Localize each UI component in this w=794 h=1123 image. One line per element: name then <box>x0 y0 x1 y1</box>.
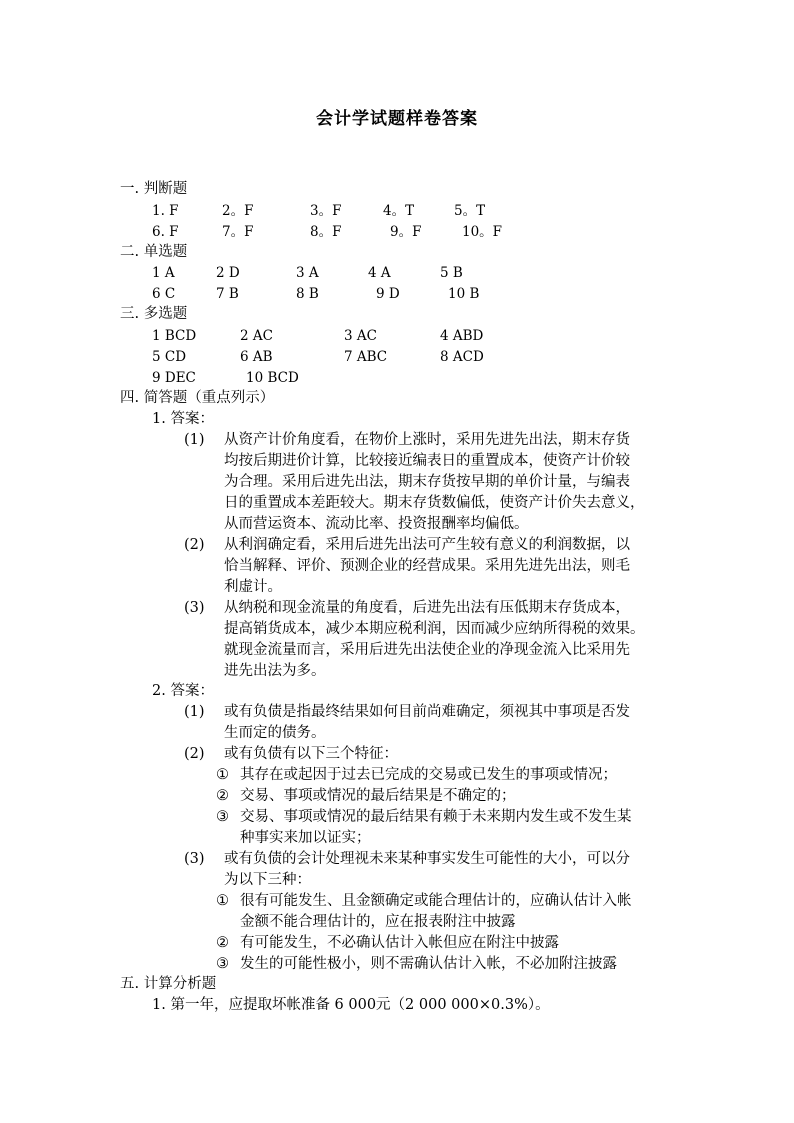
section-heading-calc: 五. 计算分析题 <box>120 976 217 992</box>
list-item-line: 金额不能合理估计的，应在报表附注中披露 <box>240 914 516 930</box>
answer-item: 9 DEC <box>152 370 196 386</box>
paragraph-line: 从纳税和现金流量的角度看，后进先出法有压低期末存货成本， <box>224 600 630 616</box>
answer-item: 9。F <box>390 224 422 240</box>
question-label: 2. 答案： <box>152 683 214 699</box>
list-item-line: 发生的可能性极小，则不需确认估计入帐，不必加附注披露 <box>240 956 617 972</box>
list-item-line: 有可能发生，不必确认估计入帐但应在附注中披露 <box>240 935 559 951</box>
paragraph-number: (1) <box>184 432 205 448</box>
answer-item: 5 CD <box>152 349 187 365</box>
answer-item: 7 ABC <box>344 349 388 365</box>
paragraph-number: (3) <box>184 600 205 616</box>
list-marker: ③ <box>216 956 229 972</box>
paragraph-line: 利虚计。 <box>224 579 282 595</box>
paragraph-line: 就现金流量而言，采用后进先出法使企业的净现金流入比采用先 <box>224 642 630 658</box>
paragraph-line: 1. 第一年，应提取坏帐准备 6 000元（2 000 000×0.3%）。 <box>152 997 550 1013</box>
list-marker: ② <box>216 935 229 951</box>
list-item-line: 交易、事项或情况的最后结果有赖于未来期内发生或不发生某 <box>240 809 632 825</box>
answer-item: 8 ACD <box>440 349 484 365</box>
answer-item: 10 B <box>448 286 480 302</box>
answer-item: 3 A <box>296 265 319 281</box>
document-title: 会计学试题样卷答案 <box>316 109 478 129</box>
list-item-line: 其存在或起因于过去已完成的交易或已发生的事项或情况； <box>240 767 617 783</box>
answer-item: 3 AC <box>344 328 377 344</box>
list-marker: ② <box>216 788 229 804</box>
paragraph-line: 从利润确定看，采用后进先出法可产生较有意义的利润数据，以 <box>224 537 630 553</box>
answer-item: 2 D <box>216 265 240 281</box>
answer-item: 6 C <box>152 286 176 302</box>
answer-item: 7 B <box>216 286 239 302</box>
section-heading-single: 二. 单选题 <box>120 244 188 260</box>
paragraph-line: 提高销货成本，减少本期应税利润，因而减少应纳所得税的效果。 <box>224 621 645 637</box>
answer-item: 4。T <box>383 203 415 219</box>
paragraph-line: 均按后期进价计算，比较接近编表日的重置成本，使资产计价较 <box>224 453 630 469</box>
paragraph-number: (2) <box>184 537 205 553</box>
paragraph-line: 日的重置成本差距较大。期末存货数偏低，使资产计价失去意义， <box>224 495 645 511</box>
answer-item: 6 AB <box>240 349 273 365</box>
list-marker: ③ <box>216 809 229 825</box>
answer-item: 1 BCD <box>152 328 197 344</box>
list-item-line: 交易、事项或情况的最后结果是不确定的； <box>240 788 516 804</box>
answer-item: 1 A <box>152 265 175 281</box>
answer-item: 7。F <box>222 224 254 240</box>
paragraph-line: 从而营运资本、流动比率、投资报酬率均偏低。 <box>224 516 529 532</box>
paragraph-line: 或有负债的会计处理视未来某种事实发生可能性的大小，可以分 <box>224 851 630 867</box>
answer-item: 9 D <box>376 286 400 302</box>
paragraph-line: 为合理。采用后进先出法，期末存货按早期的单价计量，与编表 <box>224 474 630 490</box>
answer-item: 10 BCD <box>246 370 299 386</box>
list-marker: ① <box>216 893 229 909</box>
paragraph-line: 生而定的债务。 <box>224 725 326 741</box>
paragraph-number: (2) <box>184 746 205 762</box>
answer-item: 8。F <box>310 224 342 240</box>
paragraph-line: 为以下三种： <box>224 872 311 888</box>
list-item-line: 很有可能发生、且金额确定或能合理估计的，应确认估计入帐 <box>240 893 632 909</box>
paragraph-number: (1) <box>184 704 205 720</box>
answer-item: 5。T <box>454 203 486 219</box>
answer-item: 10。F <box>462 224 503 240</box>
answer-item: 6. F <box>152 224 179 240</box>
answer-item: 4 A <box>368 265 391 281</box>
answer-item: 2。F <box>222 203 254 219</box>
question-label: 1. 答案： <box>152 411 214 427</box>
answer-item: 1. F <box>152 203 179 219</box>
paragraph-line: 从资产计价角度看，在物价上涨时，采用先进先出法，期末存货 <box>224 432 630 448</box>
paragraph-number: (3) <box>184 851 205 867</box>
paragraph-line: 或有负债是指最终结果如何目前尚难确定，须视其中事项是否发 <box>224 704 630 720</box>
section-heading-judge: 一. 判断题 <box>120 181 188 197</box>
paragraph-line: 进先出法为多。 <box>224 663 326 679</box>
paragraph-line: 恰当解释、评价、预测企业的经营成果。采用先进先出法，则毛 <box>224 558 630 574</box>
list-item-line: 种事实来加以证实； <box>240 830 371 846</box>
answer-item: 2 AC <box>240 328 273 344</box>
answer-item: 5 B <box>440 265 463 281</box>
section-heading-short: 四. 简答题（重点列示） <box>120 390 275 406</box>
answer-item: 4 ABD <box>440 328 484 344</box>
answer-item: 3。F <box>310 203 342 219</box>
answer-item: 8 B <box>296 286 319 302</box>
section-heading-multi: 三. 多选题 <box>120 306 188 322</box>
paragraph-line: 或有负债有以下三个特征： <box>224 746 398 762</box>
list-marker: ① <box>216 767 229 783</box>
